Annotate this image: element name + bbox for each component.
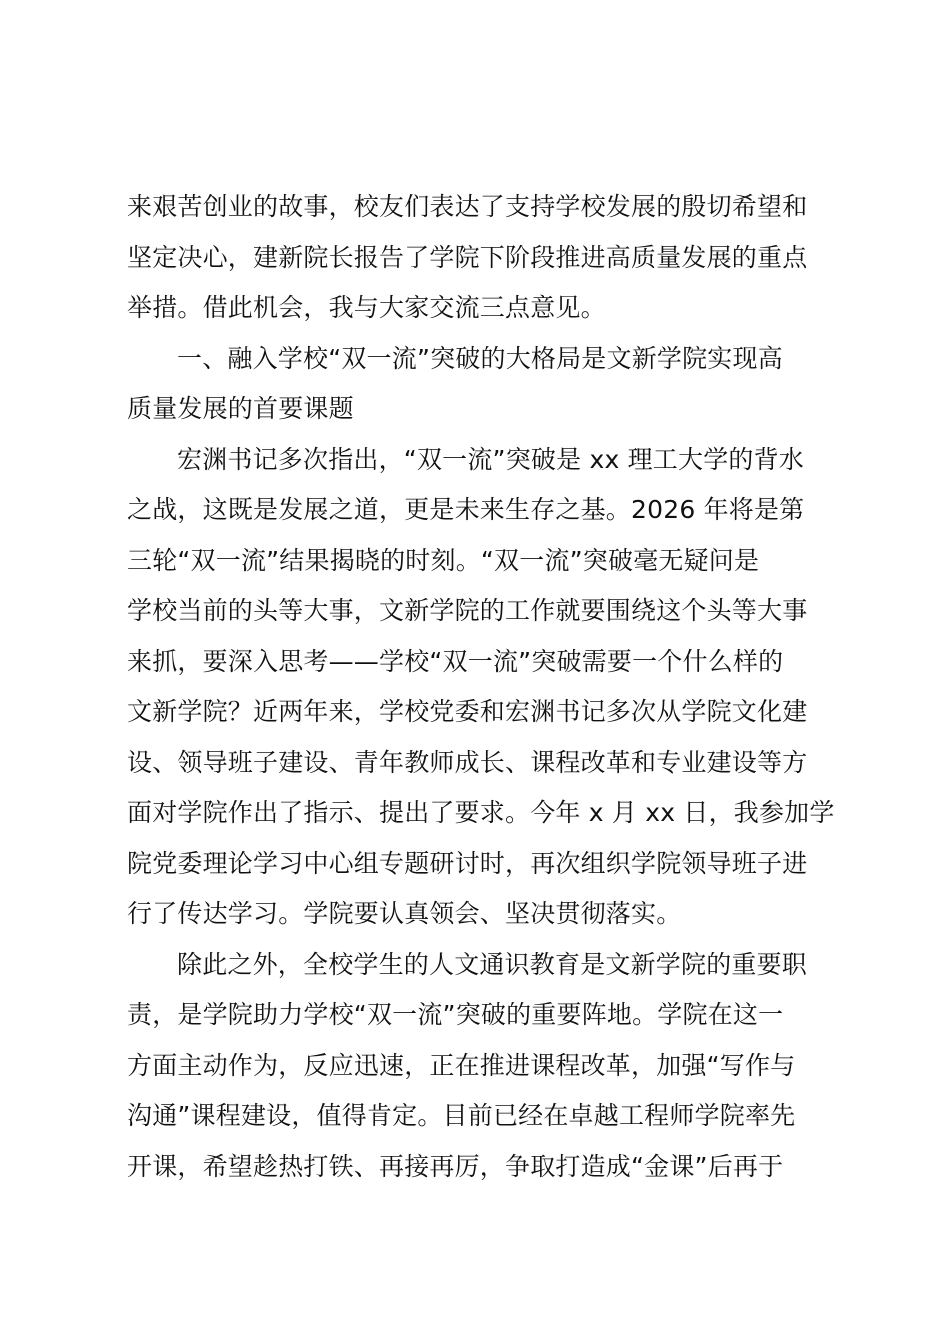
text-line: 宏渊书记多次指出，“双一流”突破是 xx 理工大学的背水 (177, 444, 804, 474)
text-line: 三轮“双一流”结果揭晓的时刻。“双一流”突破毫无疑问是 (127, 545, 760, 575)
text-line: 开课，希望趁热打铁、再接再厉，争取打造成“金课”后再于 (127, 1151, 784, 1181)
text-line: 学校当前的头等大事，文新学院的工作就要围绕这个头等大事 (127, 596, 808, 625)
document-body (127, 182, 835, 1192)
text-line: 责，是学院助力学校“双一流”突破的重要阵地。学院在这一 (127, 1000, 784, 1029)
text-line: 之战，这既是发展之道，更是未来生存之基。2026 年将是第 (127, 495, 805, 524)
text-line: 方面主动作为，反应迅速，正在推进课程改革，加强“写作与 (127, 1050, 796, 1080)
text-line: 来抓，要深入思考——学校“双一流”突破需要一个什么样的 (127, 646, 784, 676)
text-line: 举措。借此机会，我与大家交流三点意见。 (127, 293, 606, 322)
section-heading-line: 质量发展的首要课题 (127, 394, 354, 423)
text-line: 来艰苦创业的故事，校友们表达了支持学校发展的殷切希望和 (127, 192, 808, 221)
section-heading-line: 一、融入学校“双一流”突破的大格局是文新学院实现高 (177, 343, 783, 373)
text-line: 行了传达学习。学院要认真领会、坚决贯彻落实。 (127, 899, 682, 928)
text-line: 除此之外，全校学生的人文通识教育是文新学院的重要职 (177, 949, 808, 979)
text-line: 沟通”课程建设，值得肯定。目前已经在卓越工程师学院率先 (127, 1101, 796, 1130)
text-line: 面对学院作出了指示、提出了要求。今年 x 月 xx 日，我参加学 (127, 798, 835, 827)
text-line: 文新学院？近两年来，学校党委和宏渊书记多次从学院文化建 (127, 697, 808, 726)
text-line: 坚定决心，建新院长报告了学院下阶段推进高质量发展的重点 (127, 242, 808, 272)
text-line: 院党委理论学习中心组专题研讨时，再次组织学院领导班子进 (127, 848, 808, 878)
text-line: 设、领导班子建设、青年教师成长、课程改革和专业建设等方 (127, 747, 808, 777)
